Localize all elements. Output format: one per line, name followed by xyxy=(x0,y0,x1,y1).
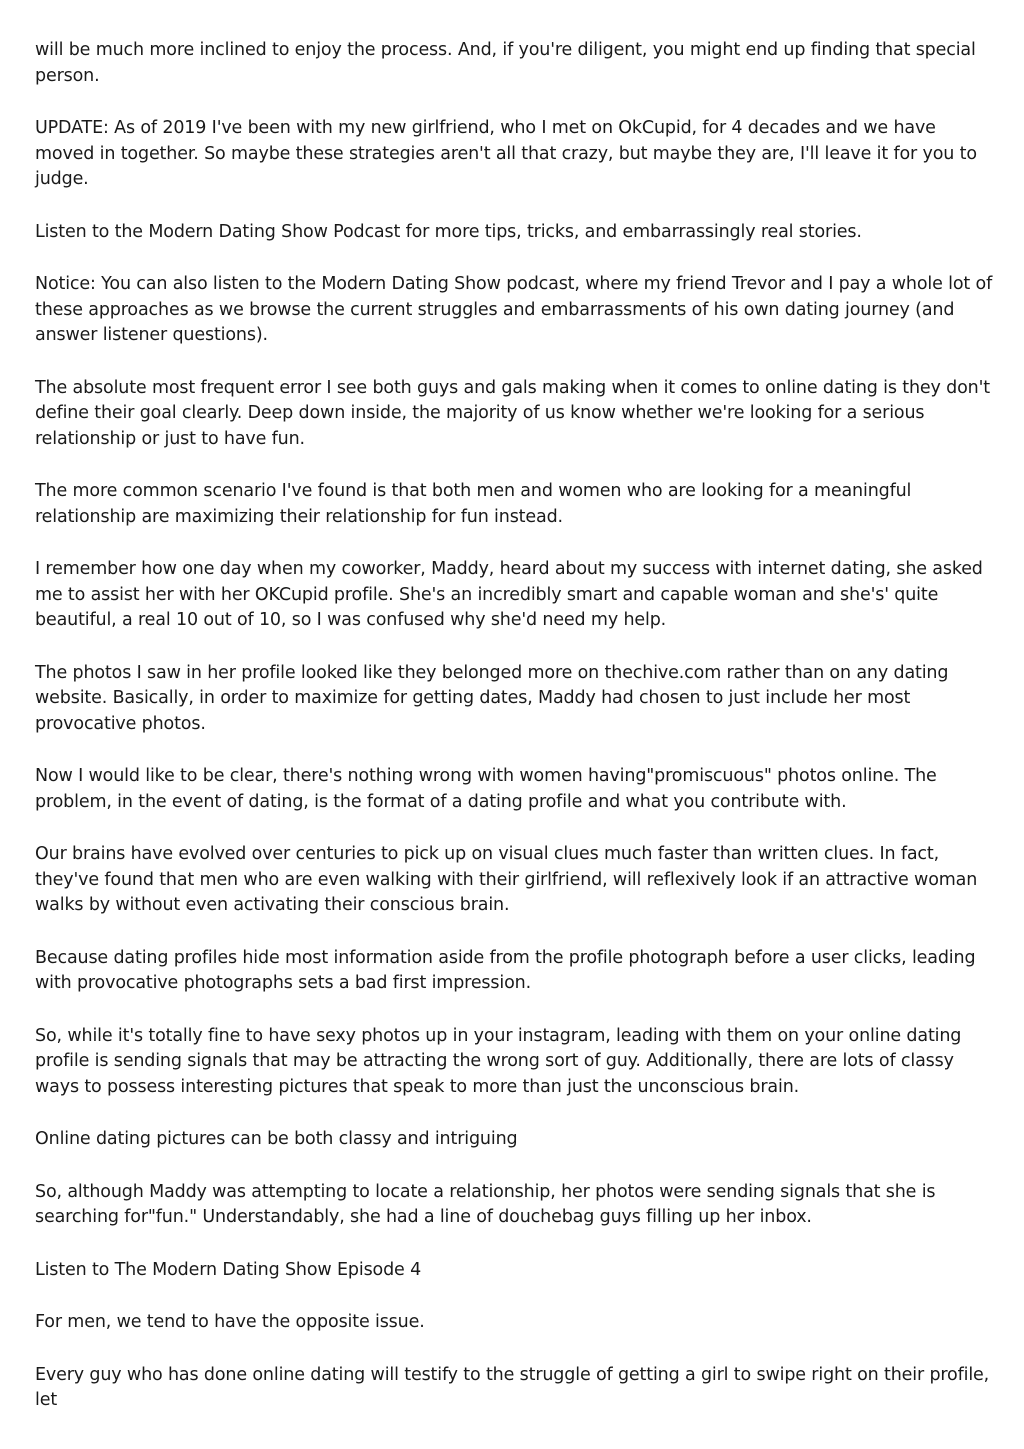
paragraph-photos: The photos I saw in her profile looked like they belonged more on thechive.com rather than on any dating website. Basically, in order to maximize for getting dates, Maddy had chosen to just include her most provocative photos. xyxy=(35,662,949,734)
paragraph-brains: Our brains have evolved over centuries to pick up on visual clues much faster than written clues. In fact, they've found that men who are even walking with their girlfriend, will reflexively look if an attractive woman walks by without even activating their conscious brain. xyxy=(35,844,978,915)
paragraph-podcast-listen: Listen to the Modern Dating Show Podcast for more tips, tricks, and embarrassingly real stories. xyxy=(35,221,862,242)
document-body xyxy=(35,38,995,1441)
paragraph-instagram: So, while it's totally fine to have sexy photos up in your instagram, leading with them on your online dating profile is sending signals that may be attracting the wrong sort of guy. Additionally, there are lots of classy ways to possess interesting pictures that speak to more than just the unconscious brain. xyxy=(35,1025,962,1097)
paragraph-frequent-error: The absolute most frequent error I see both guys and gals making when it comes to online dating is they don't define their goal clearly. Deep down inside, the majority of us know whether we're looking for a serious relationship or just to have fun. xyxy=(35,377,990,449)
paragraph-maddy-story: I remember how one day when my coworker, Maddy, heard about my success with internet dating, she asked me to assist her with her OKCupid profile. She's an incredibly smart and capable woman and she's' quite beautiful, a real 10 out of 10, so I was confused why she'd need my help. xyxy=(35,559,983,630)
paragraph-men-issue: For men, we tend to have the opposite issue. xyxy=(35,1312,425,1332)
paragraph-notice: Notice: You can also listen to the Modern Dating Show podcast, where my friend Trevor and I pay a whole lot of these approaches as we browse the current struggles and embarrassments of his own dating journey (and answer listener questions). xyxy=(35,274,993,345)
paragraph-profiles-hide: Because dating profiles hide most information aside from the profile photograph before a user clicks, leading with provocative photographs sets a bad first impression. xyxy=(35,947,976,993)
paragraph-episode-4: Listen to The Modern Dating Show Episode 4 xyxy=(35,1259,422,1280)
paragraph-be-clear: Now I would like to be clear, there's nothing wrong with women having"promiscuous" photos online. The problem, in the event of dating, is the format of a dating profile and what you contribute with. xyxy=(35,766,937,812)
paragraph-intro-continuation: will be much more inclined to enjoy the process. And, if you're diligent, you might end up finding that special person. xyxy=(35,40,976,86)
paragraph-classy-pictures: Online dating pictures can be both classy and intriguing xyxy=(35,1129,518,1149)
paragraph-signals: So, although Maddy was attempting to locate a relationship, her photos were sending signals that she is searching for"fun." Understandably, she had a line of douchebag guys filling up her inbox. xyxy=(35,1181,936,1227)
paragraph-update: UPDATE: As of 2019 I've been with my new girlfriend, who I met on OkCupid, for 4 decades and we have moved in together. So maybe these strategies aren't all that crazy, but maybe they are, I'll leave it for you to judge. xyxy=(35,118,977,189)
paragraph-every-guy: Every guy who has done online dating will testify to the struggle of getting a girl to swipe right on their profile, let xyxy=(35,1364,990,1410)
paragraph-common-scenario: The more common scenario I've found is that both men and women who are looking for a meaningful relationship are maximizing their relationship for fun instead. xyxy=(35,481,912,527)
